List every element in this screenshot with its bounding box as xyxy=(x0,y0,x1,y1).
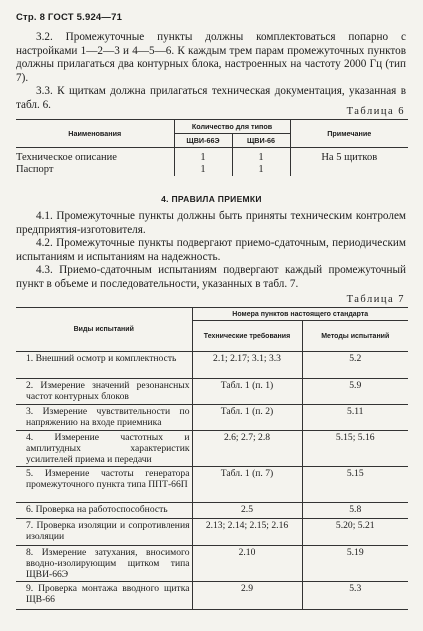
paragraph-4-3: 4.3. Приемо-сдаточным испытаниям подвергают каждый промежуточный пункт в объеме и последовательности, указанных в табл. 7. xyxy=(16,264,406,290)
table-row xyxy=(16,431,408,467)
table7-cell-name: 8. Измерение затухания, вносимого вводно-изолирующим щитком типа ЩВИ-66Э xyxy=(16,546,192,582)
table-row xyxy=(16,467,408,503)
table-6 xyxy=(16,119,408,176)
table7-cell-meth: 5.8 xyxy=(302,503,408,519)
table7-cell-req: 2.9 xyxy=(192,582,302,610)
table7-cell-name: 7. Проверка изоляции и сопротивления изоляции xyxy=(16,519,192,546)
table7-cell-meth: 5.15; 5.16 xyxy=(302,431,408,467)
table7-cell-name: 4. Измерение частотных и амплитудных характеристик усилителей приема и передачи xyxy=(16,431,192,467)
table6-cell-a: 1 xyxy=(174,152,232,164)
table6-header-note: Примечание xyxy=(290,120,408,148)
table7-header-type: Виды испытаний xyxy=(16,308,192,352)
table7-cell-req: Табл. 1 (п. 2) xyxy=(192,405,302,431)
table7-cell-meth: 5.20; 5.21 xyxy=(302,519,408,546)
table7-cell-name: 5. Измерение частоты генератора промежуточного пункта типа ППТ-66П xyxy=(16,467,192,503)
table-row xyxy=(16,503,408,519)
table-row xyxy=(16,379,408,405)
table6-header-name: Наименования xyxy=(16,120,174,148)
table7-cell-req: 2.10 xyxy=(192,546,302,582)
table6-cell-note: На 5 щитков xyxy=(290,152,408,164)
table6-header-type-b: ЩВИ-66 xyxy=(232,134,290,148)
table7-caption: Таблица 7 xyxy=(346,294,405,305)
table-7 xyxy=(16,307,408,610)
section-title: 4. ПРАВИЛА ПРИЕМКИ xyxy=(161,194,262,204)
table-row xyxy=(16,519,408,546)
table7-cell-name: 9. Проверка монтажа вводного щитка ЩВ-66 xyxy=(16,582,192,610)
table7-cell-req: 2.6; 2.7; 2.8 xyxy=(192,431,302,467)
table7-cell-name: 6. Проверка на работоспособность xyxy=(16,503,192,519)
table7-cell-req: Табл. 1 (п. 7) xyxy=(192,467,302,503)
table-row xyxy=(16,546,408,582)
paragraph-3-2: 3.2. Промежуточные пункты должны комплектоваться попарно с настройками 1—2—3 и 4—5—6. К каждым трем парам промежуточных пунктов должны прилагаться два контурных блока, настроенных на частоту 2000 Гц (тип 7). xyxy=(16,31,406,84)
table7-cell-req: 2.1; 2.17; 3.1; 3.3 xyxy=(192,352,302,379)
table7-cell-meth: 5.9 xyxy=(302,379,408,405)
paragraph-3-3: 3.3. К щиткам должна прилагаться техническая документация, указанная в табл. 6. xyxy=(16,85,406,111)
table6-header-type-a: ЩВИ-66Э xyxy=(174,134,232,148)
paragraph-4-1: 4.1. Промежуточные пункты должны быть приняты техническим контролем предприятия-изготовителя. xyxy=(16,210,406,236)
table6-cell-note xyxy=(290,164,408,176)
table6-cell-name: Техническое описание xyxy=(16,151,117,163)
table-row xyxy=(16,352,408,379)
table7-cell-name: 2. Измерение значений резонансных частот контурных блоков xyxy=(16,379,192,405)
table7-cell-meth: 5.19 xyxy=(302,546,408,582)
table6-cell-b: 1 xyxy=(232,152,290,164)
paragraph-4-2: 4.2. Промежуточные пункты подвергают приемо-сдаточным, периодическим испытаниям и испытаниям на надежность. xyxy=(16,237,406,263)
table7-header-req: Технические требования xyxy=(192,321,302,352)
table6-caption: Таблица 6 xyxy=(346,106,405,117)
table7-header-group: Номера пунктов настоящего стандарта xyxy=(192,308,408,321)
table7-cell-req: Табл. 1 (п. 1) xyxy=(192,379,302,405)
table6-header-qty: Количество для типов xyxy=(174,120,290,134)
table7-cell-meth: 5.2 xyxy=(302,352,408,379)
table7-header-meth: Методы испытаний xyxy=(302,321,408,352)
table7-cell-meth: 5.15 xyxy=(302,467,408,503)
table7-cell-name: 3. Измерение чувствительности по напряжению на входе приемника xyxy=(16,405,192,431)
table6-cell-name: Паспорт xyxy=(16,163,54,175)
table6-cell-a: 1 xyxy=(174,164,232,176)
table7-cell-meth: 5.11 xyxy=(302,405,408,431)
table-row xyxy=(16,152,408,164)
table-row xyxy=(16,164,408,176)
table7-cell-meth: 5.3 xyxy=(302,582,408,610)
table7-cell-name: 1. Внешний осмотр и комплектность xyxy=(16,352,192,379)
table7-cell-req: 2.13; 2.14; 2.15; 2.16 xyxy=(192,519,302,546)
table6-cell-b: 1 xyxy=(232,164,290,176)
table-row xyxy=(16,405,408,431)
table-row xyxy=(16,582,408,610)
table7-cell-req: 2.5 xyxy=(192,503,302,519)
page-header: Стр. 8 ГОСТ 5.924—71 xyxy=(16,12,123,23)
